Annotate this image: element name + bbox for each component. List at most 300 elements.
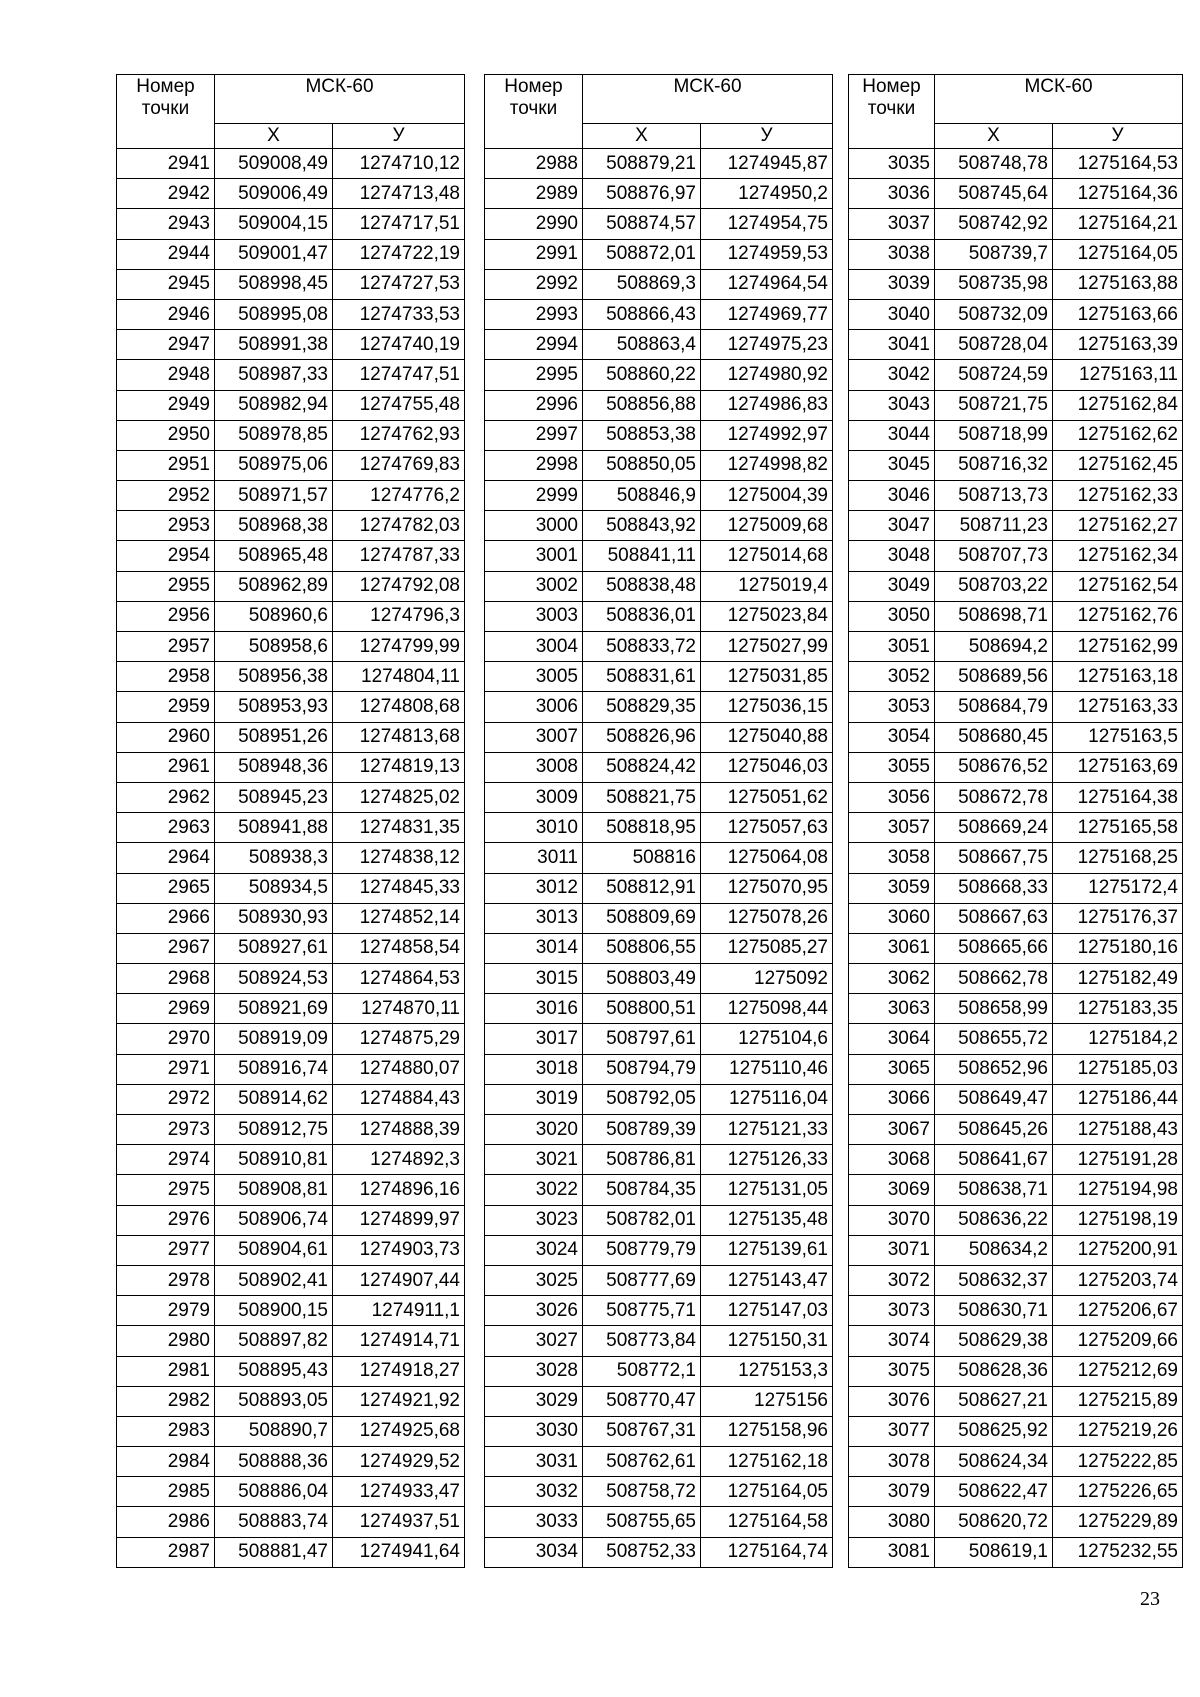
x-cell: 508638,71: [935, 1175, 1053, 1205]
x-cell: 508953,93: [215, 692, 333, 722]
point-number-cell: 2977: [117, 1235, 215, 1265]
table-row: [485, 149, 833, 179]
y-cell: 1275051,62: [701, 782, 833, 812]
header-y: У: [333, 124, 465, 149]
table-row: [117, 1386, 465, 1416]
y-cell: 1275162,34: [1053, 541, 1183, 571]
point-number-cell: 2972: [117, 1084, 215, 1114]
point-number-cell: 2974: [117, 1145, 215, 1175]
x-cell: 508916,74: [215, 1054, 333, 1084]
x-cell: 508703,22: [935, 571, 1053, 601]
y-cell: 1274998,82: [701, 450, 833, 480]
y-cell: 1274959,53: [701, 239, 833, 269]
table-row: [849, 390, 1183, 420]
y-cell: 1275156: [701, 1386, 833, 1416]
y-cell: 1275104,6: [701, 1024, 833, 1054]
y-cell: 1275031,85: [701, 662, 833, 692]
point-number-cell: 3006: [485, 692, 583, 722]
point-number-cell: 2959: [117, 692, 215, 722]
y-cell: 1274911,1: [333, 1296, 465, 1326]
x-cell: 508960,6: [215, 601, 333, 631]
x-cell: 509001,47: [215, 239, 333, 269]
y-cell: 1275019,4: [701, 571, 833, 601]
point-number-cell: 3039: [849, 269, 935, 299]
y-cell: 1275040,88: [701, 722, 833, 752]
point-number-cell: 2960: [117, 722, 215, 752]
y-cell: 1274776,2: [333, 481, 465, 511]
x-cell: 508803,49: [583, 964, 701, 994]
point-number-cell: 2962: [117, 782, 215, 812]
header-x: X: [583, 124, 701, 149]
table-row: [485, 511, 833, 541]
point-number-cell: 3069: [849, 1175, 935, 1205]
x-cell: 508619,1: [935, 1537, 1053, 1567]
x-cell: 508895,43: [215, 1356, 333, 1386]
x-cell: 508748,78: [935, 149, 1053, 179]
point-number-cell: 3005: [485, 662, 583, 692]
y-cell: 1274969,77: [701, 299, 833, 329]
table-row: [485, 1477, 833, 1507]
x-cell: 508900,15: [215, 1296, 333, 1326]
table-row: [117, 964, 465, 994]
table-row: [117, 360, 465, 390]
x-cell: 508789,39: [583, 1115, 701, 1145]
x-cell: 508897,82: [215, 1326, 333, 1356]
point-number-cell: 2992: [485, 269, 583, 299]
x-cell: 508934,5: [215, 873, 333, 903]
y-cell: 1275027,99: [701, 632, 833, 662]
table-row: [849, 481, 1183, 511]
header-point-number: Номер точки: [117, 75, 215, 149]
table-row: [485, 1507, 833, 1537]
x-cell: 508632,37: [935, 1265, 1053, 1295]
y-cell: 1275168,25: [1053, 843, 1183, 873]
y-cell: 1274782,03: [333, 511, 465, 541]
y-cell: 1275162,99: [1053, 632, 1183, 662]
point-number-cell: 2978: [117, 1265, 215, 1295]
y-cell: 1275163,11: [1053, 360, 1183, 390]
table-row: [849, 1537, 1183, 1567]
x-cell: 508948,36: [215, 752, 333, 782]
x-cell: 508752,33: [583, 1537, 701, 1567]
table-row: [117, 1416, 465, 1446]
x-cell: 508856,88: [583, 390, 701, 420]
table-row: [849, 964, 1183, 994]
point-number-cell: 2966: [117, 903, 215, 933]
x-cell: 508684,79: [935, 692, 1053, 722]
y-cell: 1275163,5: [1053, 722, 1183, 752]
x-cell: 508779,79: [583, 1235, 701, 1265]
point-number-cell: 3015: [485, 964, 583, 994]
y-cell: 1274727,53: [333, 269, 465, 299]
x-cell: 508863,4: [583, 330, 701, 360]
y-cell: 1275023,84: [701, 601, 833, 631]
x-cell: 508902,41: [215, 1265, 333, 1295]
table-row: [849, 1296, 1183, 1326]
point-number-cell: 3009: [485, 782, 583, 812]
table-row: [117, 994, 465, 1024]
y-cell: 1275182,49: [1053, 964, 1183, 994]
x-cell: 508622,47: [935, 1477, 1053, 1507]
y-cell: 1275014,68: [701, 541, 833, 571]
table-row: [849, 782, 1183, 812]
y-cell: 1274740,19: [333, 330, 465, 360]
y-cell: 1274864,53: [333, 964, 465, 994]
point-number-cell: 3068: [849, 1145, 935, 1175]
x-cell: 508893,05: [215, 1386, 333, 1416]
x-cell: 508843,92: [583, 511, 701, 541]
y-cell: 1274722,19: [333, 239, 465, 269]
table-row: [849, 1507, 1183, 1537]
table-row: [117, 390, 465, 420]
point-number-cell: 2956: [117, 601, 215, 631]
table-row: [849, 360, 1183, 390]
point-number-cell: 3024: [485, 1235, 583, 1265]
table-row: [849, 1054, 1183, 1084]
point-number-cell: 2986: [117, 1507, 215, 1537]
y-cell: 1275139,61: [701, 1235, 833, 1265]
point-number-cell: 3056: [849, 782, 935, 812]
x-cell: 508872,01: [583, 239, 701, 269]
x-cell: 508866,43: [583, 299, 701, 329]
x-cell: 508718,99: [935, 420, 1053, 450]
point-number-cell: 2951: [117, 450, 215, 480]
y-cell: 1274907,44: [333, 1265, 465, 1295]
x-cell: 508698,71: [935, 601, 1053, 631]
table-row: [849, 601, 1183, 631]
y-cell: 1274929,52: [333, 1447, 465, 1477]
table-row: [485, 873, 833, 903]
x-cell: 508829,35: [583, 692, 701, 722]
y-cell: 1274992,97: [701, 420, 833, 450]
point-number-cell: 2967: [117, 933, 215, 963]
y-cell: 1275198,19: [1053, 1205, 1183, 1235]
y-cell: 1274937,51: [333, 1507, 465, 1537]
y-cell: 1275162,27: [1053, 511, 1183, 541]
header-x: X: [935, 124, 1053, 149]
point-number-cell: 2941: [117, 149, 215, 179]
y-cell: 1275164,36: [1053, 179, 1183, 209]
point-number-cell: 3052: [849, 662, 935, 692]
table-row: [485, 632, 833, 662]
x-cell: 508689,56: [935, 662, 1053, 692]
table-row: [849, 752, 1183, 782]
y-cell: 1274980,92: [701, 360, 833, 390]
x-cell: 508919,09: [215, 1024, 333, 1054]
y-cell: 1274903,73: [333, 1235, 465, 1265]
table-row: [485, 1265, 833, 1295]
x-cell: 508841,11: [583, 541, 701, 571]
table-row: [117, 1447, 465, 1477]
y-cell: 1274933,47: [333, 1477, 465, 1507]
table-row: [849, 1447, 1183, 1477]
point-number-cell: 2946: [117, 299, 215, 329]
y-cell: 1275206,67: [1053, 1296, 1183, 1326]
point-number-cell: 3011: [485, 843, 583, 873]
header-coordinate-system: МСК-60: [215, 75, 465, 124]
table-row: [117, 752, 465, 782]
table-body-3: [849, 149, 1183, 1568]
table-row: [485, 1235, 833, 1265]
y-cell: 1274796,3: [333, 601, 465, 631]
table-row: [117, 903, 465, 933]
y-cell: 1275203,74: [1053, 1265, 1183, 1295]
x-cell: 508945,23: [215, 782, 333, 812]
y-cell: 1275184,2: [1053, 1024, 1183, 1054]
table-row: [849, 330, 1183, 360]
table-row: [849, 1356, 1183, 1386]
x-cell: 508908,81: [215, 1175, 333, 1205]
point-number-cell: 2948: [117, 360, 215, 390]
y-cell: 1275116,04: [701, 1084, 833, 1114]
x-cell: 508665,66: [935, 933, 1053, 963]
table-row: [485, 360, 833, 390]
point-number-cell: 3050: [849, 601, 935, 631]
table-row: [849, 1145, 1183, 1175]
x-cell: 508938,3: [215, 843, 333, 873]
point-number-cell: 3078: [849, 1447, 935, 1477]
y-cell: 1275209,66: [1053, 1326, 1183, 1356]
y-cell: 1274954,75: [701, 209, 833, 239]
point-number-cell: 3028: [485, 1356, 583, 1386]
y-cell: 1274925,68: [333, 1416, 465, 1446]
y-cell: 1275162,45: [1053, 450, 1183, 480]
x-cell: 508739,7: [935, 239, 1053, 269]
point-number-cell: 2973: [117, 1115, 215, 1145]
table-row: [849, 1416, 1183, 1446]
table-row: [117, 933, 465, 963]
table-row: [485, 903, 833, 933]
table-row: [849, 692, 1183, 722]
point-number-cell: 3065: [849, 1054, 935, 1084]
point-number-cell: 2998: [485, 450, 583, 480]
x-cell: 508958,6: [215, 632, 333, 662]
x-cell: 508982,94: [215, 390, 333, 420]
x-cell: 508818,95: [583, 813, 701, 843]
x-cell: 508806,55: [583, 933, 701, 963]
point-number-cell: 3042: [849, 360, 935, 390]
table-row: [849, 149, 1183, 179]
point-number-cell: 2965: [117, 873, 215, 903]
point-number-cell: 3075: [849, 1356, 935, 1386]
point-number-cell: 3018: [485, 1054, 583, 1084]
y-cell: 1274892,3: [333, 1145, 465, 1175]
y-cell: 1275229,89: [1053, 1507, 1183, 1537]
x-cell: 508826,96: [583, 722, 701, 752]
table-row: [849, 179, 1183, 209]
point-number-cell: 3063: [849, 994, 935, 1024]
x-cell: 508742,92: [935, 209, 1053, 239]
y-cell: 1275232,55: [1053, 1537, 1183, 1567]
point-number-cell: 2990: [485, 209, 583, 239]
point-number-cell: 3016: [485, 994, 583, 1024]
y-cell: 1274713,48: [333, 179, 465, 209]
y-cell: 1275185,03: [1053, 1054, 1183, 1084]
x-cell: 509006,49: [215, 179, 333, 209]
table-row: [485, 179, 833, 209]
table-row: [485, 1537, 833, 1567]
table-row: [117, 1115, 465, 1145]
point-number-cell: 3031: [485, 1447, 583, 1477]
y-cell: 1275078,26: [701, 903, 833, 933]
table-row: [849, 843, 1183, 873]
y-cell: 1274710,12: [333, 149, 465, 179]
x-cell: 508956,38: [215, 662, 333, 692]
table-row: [117, 722, 465, 752]
y-cell: 1274825,02: [333, 782, 465, 812]
header-coordinate-system: МСК-60: [935, 75, 1183, 124]
x-cell: 508732,09: [935, 299, 1053, 329]
x-cell: 508794,79: [583, 1054, 701, 1084]
y-cell: 1275110,46: [701, 1054, 833, 1084]
table-row: [849, 722, 1183, 752]
point-number-cell: 2979: [117, 1296, 215, 1326]
y-cell: 1275162,84: [1053, 390, 1183, 420]
table-row: [117, 179, 465, 209]
y-cell: 1274792,08: [333, 571, 465, 601]
point-number-cell: 3058: [849, 843, 935, 873]
y-cell: 1274888,39: [333, 1115, 465, 1145]
table-row: [117, 1326, 465, 1356]
table-row: [485, 299, 833, 329]
point-number-cell: 3013: [485, 903, 583, 933]
table-row: [485, 239, 833, 269]
header-y: У: [1053, 124, 1183, 149]
x-cell: 508975,06: [215, 450, 333, 480]
x-cell: 508641,67: [935, 1145, 1053, 1175]
table-row: [849, 420, 1183, 450]
y-cell: 1275164,05: [701, 1477, 833, 1507]
table-body-1: [117, 149, 465, 1568]
point-number-cell: 3019: [485, 1084, 583, 1114]
x-cell: 508728,04: [935, 330, 1053, 360]
table-row: [117, 1054, 465, 1084]
x-cell: 508694,2: [935, 632, 1053, 662]
table-row: [117, 571, 465, 601]
table-row: [849, 1115, 1183, 1145]
point-number-cell: 2993: [485, 299, 583, 329]
y-cell: 1274896,16: [333, 1175, 465, 1205]
x-cell: 508991,38: [215, 330, 333, 360]
x-cell: 508792,05: [583, 1084, 701, 1114]
table-row: [485, 571, 833, 601]
y-cell: 1275183,35: [1053, 994, 1183, 1024]
table-row: [849, 1235, 1183, 1265]
table-row: [117, 1477, 465, 1507]
table-row: [117, 632, 465, 662]
table-row: [485, 209, 833, 239]
y-cell: 1275215,89: [1053, 1386, 1183, 1416]
y-cell: 1275009,68: [701, 511, 833, 541]
point-number-cell: 2942: [117, 179, 215, 209]
x-cell: 508995,08: [215, 299, 333, 329]
y-cell: 1275176,37: [1053, 903, 1183, 933]
y-cell: 1275098,44: [701, 994, 833, 1024]
table-row: [485, 994, 833, 1024]
table-row: [485, 662, 833, 692]
table-row: [849, 299, 1183, 329]
table-row: [485, 390, 833, 420]
x-cell: 508914,62: [215, 1084, 333, 1114]
y-cell: 1275222,85: [1053, 1447, 1183, 1477]
y-cell: 1274733,53: [333, 299, 465, 329]
table-row: [849, 813, 1183, 843]
point-number-cell: 2955: [117, 571, 215, 601]
table-row: [117, 541, 465, 571]
point-number-cell: 3046: [849, 481, 935, 511]
x-cell: 508772,1: [583, 1356, 701, 1386]
point-number-cell: 3049: [849, 571, 935, 601]
x-cell: 508707,73: [935, 541, 1053, 571]
y-cell: 1274799,99: [333, 632, 465, 662]
point-number-cell: 2968: [117, 964, 215, 994]
table-row: [117, 299, 465, 329]
y-cell: 1275135,48: [701, 1205, 833, 1235]
table-row: [485, 722, 833, 752]
table-row: [117, 1356, 465, 1386]
point-number-cell: 2947: [117, 330, 215, 360]
point-number-cell: 3036: [849, 179, 935, 209]
y-cell: 1274747,51: [333, 360, 465, 390]
point-number-cell: 3037: [849, 209, 935, 239]
point-number-cell: 3076: [849, 1386, 935, 1416]
y-cell: 1274819,13: [333, 752, 465, 782]
x-cell: 508658,99: [935, 994, 1053, 1024]
y-cell: 1275162,76: [1053, 601, 1183, 631]
y-cell: 1275212,69: [1053, 1356, 1183, 1386]
point-number-cell: 3000: [485, 511, 583, 541]
table-row: [485, 813, 833, 843]
y-cell: 1275036,15: [701, 692, 833, 722]
table-row: [485, 1356, 833, 1386]
x-cell: 508655,72: [935, 1024, 1053, 1054]
y-cell: 1275194,98: [1053, 1175, 1183, 1205]
table-row: [849, 239, 1183, 269]
point-number-cell: 3002: [485, 571, 583, 601]
y-cell: 1274950,2: [701, 179, 833, 209]
table-row: [849, 450, 1183, 480]
y-cell: 1274787,33: [333, 541, 465, 571]
table-row: [485, 1447, 833, 1477]
point-number-cell: 2976: [117, 1205, 215, 1235]
x-cell: 508713,73: [935, 481, 1053, 511]
x-cell: 508680,45: [935, 722, 1053, 752]
x-cell: 508652,96: [935, 1054, 1053, 1084]
x-cell: 508833,72: [583, 632, 701, 662]
x-cell: 508879,21: [583, 149, 701, 179]
x-cell: 508924,53: [215, 964, 333, 994]
y-cell: 1275147,03: [701, 1296, 833, 1326]
point-number-cell: 3030: [485, 1416, 583, 1446]
x-cell: 508649,47: [935, 1084, 1053, 1114]
y-cell: 1275163,69: [1053, 752, 1183, 782]
point-number-cell: 2982: [117, 1386, 215, 1416]
point-number-cell: 2953: [117, 511, 215, 541]
point-number-cell: 3044: [849, 420, 935, 450]
table-row: [117, 1024, 465, 1054]
table-row: [117, 1084, 465, 1114]
point-number-cell: 2958: [117, 662, 215, 692]
point-number-cell: 2954: [117, 541, 215, 571]
table-row: [849, 1175, 1183, 1205]
table-row: [485, 933, 833, 963]
y-cell: 1275163,18: [1053, 662, 1183, 692]
x-cell: 508645,26: [935, 1115, 1053, 1145]
point-number-cell: 3061: [849, 933, 935, 963]
table-row: [849, 511, 1183, 541]
point-number-cell: 3038: [849, 239, 935, 269]
table-row: [485, 1296, 833, 1326]
